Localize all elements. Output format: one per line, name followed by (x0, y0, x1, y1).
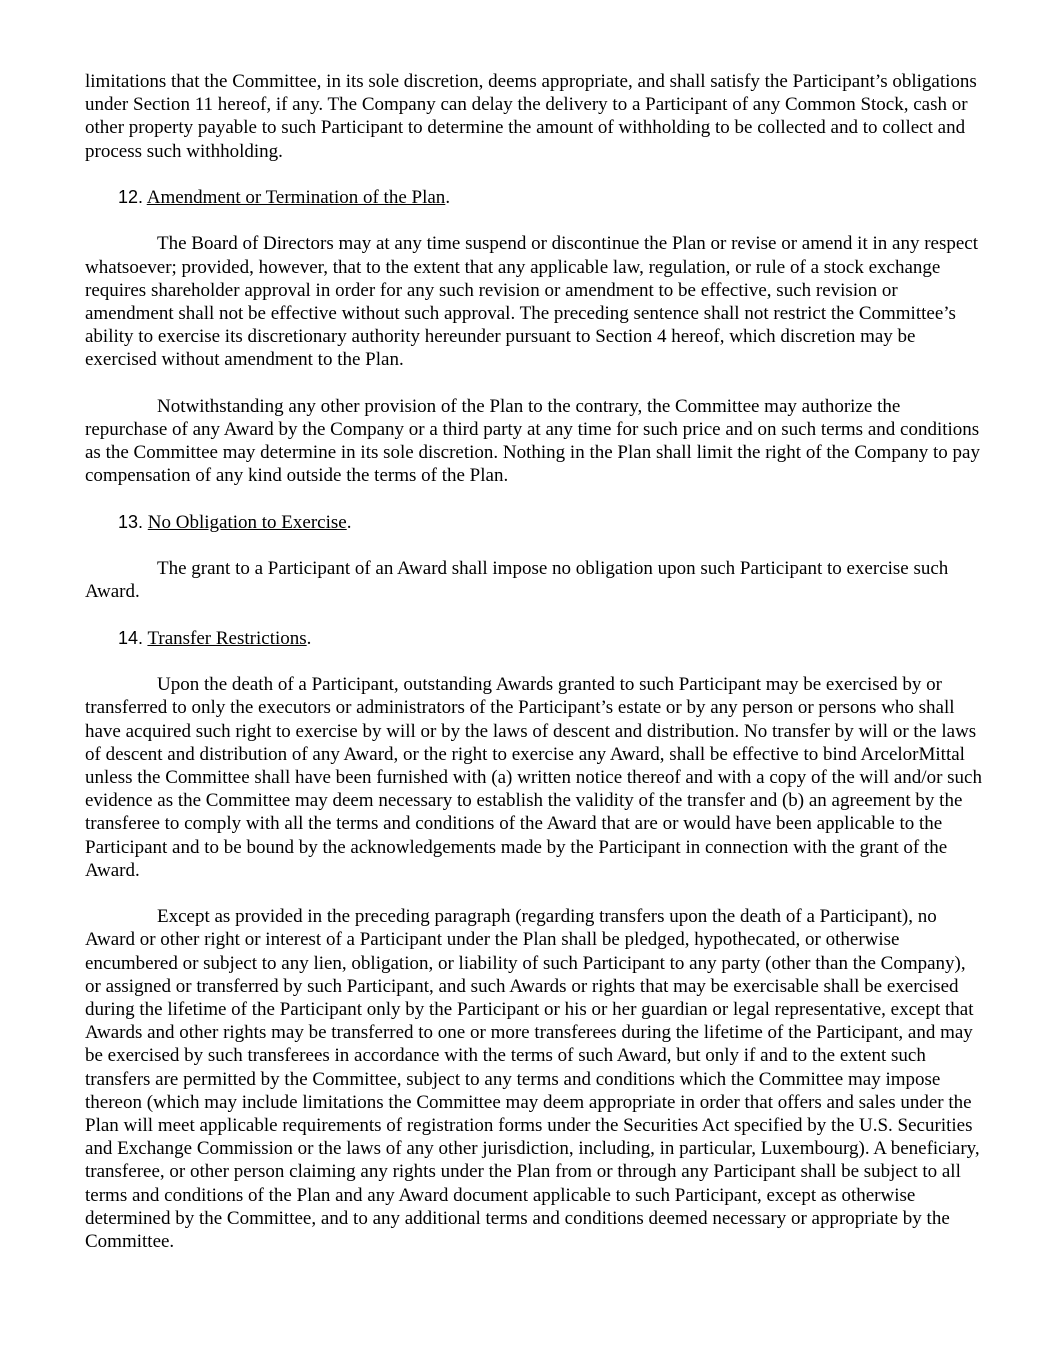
section-14-heading (85, 627, 985, 650)
section-title-period: . (445, 187, 451, 208)
section-12-heading (85, 186, 985, 209)
paragraph-death-transfer: Upon the death of a Participant, outstanding Awards granted to such Participant may be exercised by or transferred to only the executors or administrators of the Participant’s estate or by any person or persons who shall have acquired such right to exercise by will or by the laws of descent and distribution. No transfer by will or the laws of descent and distribution of any Award, or the right to exercise any Award, shall be effective to bind ArcelorMittal unless the Committee shall have been furnished with (a) written notice thereof and with a copy of the will and/or such evidence as the Committee may deem necessary to establish the validity of the transfer and (b) an agreement by the transferee to comply with all the terms and conditions of the Award that are or would have been applicable to the Participant and to be bound by the acknowledgements made by the Participant in connection with the grant of the Award. (85, 674, 982, 881)
section-number: 13. (118, 511, 144, 532)
paragraph-withholding-continuation: limitations that the Committee, in its sole discretion, deems appropriate, and shall satisfy the Participant’s obligations under Section 11 hereof, if any. The Company can delay the delivery to a Participant of any Common Stock, cash or other property payable to such Participant to determine the amount of withholding to be collected and to collect and process such withholding. (85, 71, 977, 162)
section-number: 14. (118, 627, 144, 648)
paragraph-transfer-restrictions: Except as provided in the preceding paragraph (regarding transfers upon the death of a Participant), no Award or other right or interest of a Participant under the Plan shall be pledged, hypothecated, or otherwise encumbered or subject to any lien, obligation, or liability of such Participant to any party (other than the Company), or assigned or transferred by such Participant, and such Awards or rights that may be exercisable shall be exercised during the lifetime of the Participant only by the Participant or his or her guardian or legal representative, except that Awards and other rights may be transferred to one or more transferees during the lifetime of the Participant, and may be exercised by such transferees in accordance with the terms of such Award, but only if and to the extent such transfers are permitted by the Committee, subject to any terms and conditions which the Committee may impose thereon (which may include limitations the Committee may deem appropriate in order that offers and sales under the Plan will meet applicable requirements of registration forms under the Securities Act specified by the U.S. Securities and Exchange Commission or the laws of any other jurisdiction, including, in particular, Luxembourg). A beneficiary, transferee, or other person claiming any rights under the Plan from or through any Participant shall be subject to all terms and conditions of the Plan and any Award document applicable to such Participant, except as otherwise determined by the Committee, and to any additional terms and conditions deemed necessary or appropriate by the Committee. (85, 906, 980, 1253)
paragraph-repurchase: Notwithstanding any other provision of the Plan to the contrary, the Committee may authorize the repurchase of any Award by the Company or a third party at any time for such price and on such terms and conditions as the Committee may determine in its sole discretion. Nothing in the Plan shall limit the right of the Company to pay compensation of any kind outside the terms of the Plan. (85, 395, 980, 487)
section-title: Transfer Restrictions (147, 627, 307, 649)
paragraph-amendment: The Board of Directors may at any time suspend or discontinue the Plan or revise or amend it in any respect whatsoever; provided, however, that to the extent that any applicable law, regulation, or rule of a stock exchange requires shareholder approval in order for any such revision or amendment to be effective, such revision or amendment shall not be effective without such approval. The preceding sentence shall not restrict the Committee’s ability to exercise its discretionary authority hereunder pursuant to Section 4 hereof, which discretion may be exercised without amendment to the Plan. (85, 233, 978, 371)
section-title-period: . (346, 511, 352, 533)
document-page (85, 70, 985, 1276)
section-title: No Obligation to Exercise (147, 511, 347, 533)
section-title: Amendment or Termination of the Plan (146, 187, 446, 208)
paragraph-no-obligation: The grant to a Participant of an Award shall impose no obligation upon such Participant to exercise such Award. (85, 558, 949, 603)
section-title-period: . (306, 627, 312, 649)
section-number: 12. (118, 187, 144, 207)
section-13-heading (85, 511, 985, 534)
